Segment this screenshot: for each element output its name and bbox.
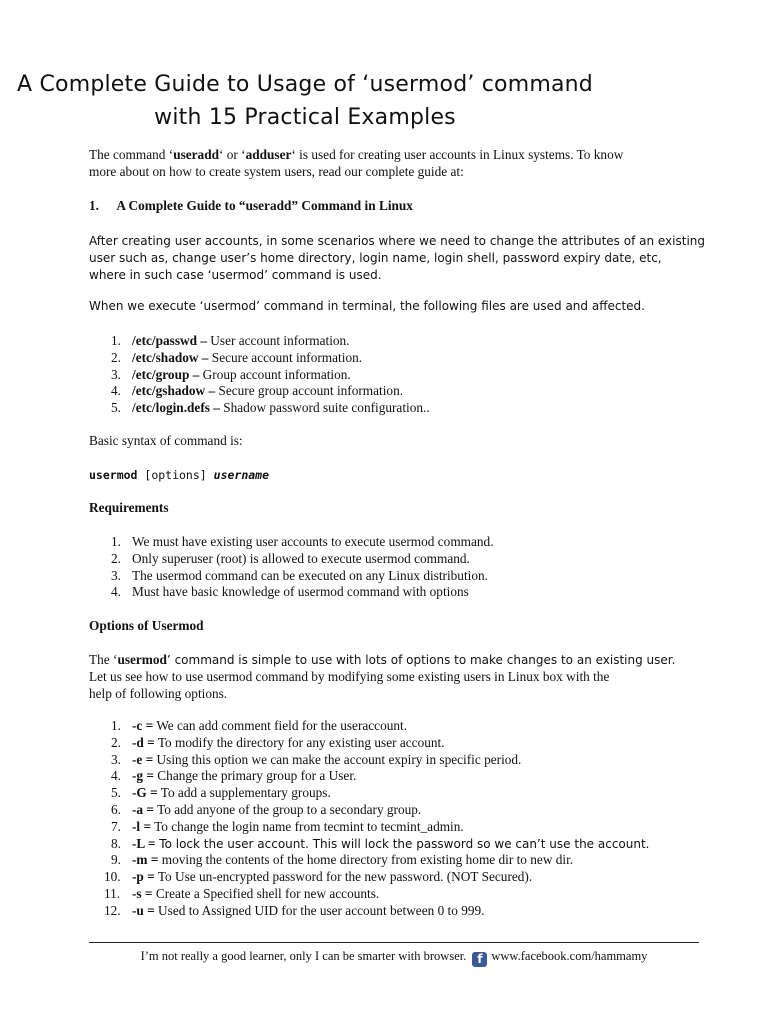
list-number: 2. bbox=[111, 734, 121, 750]
footer-link[interactable]: www.facebook.com/hammamy bbox=[491, 949, 648, 963]
option-description: moving the contents of the home directory from existing home dir to new dir. bbox=[158, 852, 574, 868]
syntax-username: username bbox=[213, 468, 270, 482]
list-number: 2. bbox=[111, 349, 121, 365]
file-list-item bbox=[89, 350, 704, 367]
list-number: 1. bbox=[111, 718, 121, 733]
title-line-1: A Complete Guide to Usage of ‘usermod’ command bbox=[17, 72, 593, 97]
list-number: 7. bbox=[111, 818, 121, 834]
adduser-command: adduser bbox=[245, 147, 292, 162]
option-flag: -l = bbox=[132, 818, 152, 834]
file-list-item bbox=[89, 333, 704, 350]
option-description: Create a Specified shell for new accounts. bbox=[152, 885, 380, 901]
list-number: 3. bbox=[111, 751, 121, 767]
file-description: Shadow password suite configuration.. bbox=[219, 400, 430, 416]
list-number: 3. bbox=[111, 567, 121, 583]
option-item bbox=[89, 802, 704, 819]
option-item bbox=[89, 718, 704, 735]
option-flag: -L = bbox=[132, 835, 156, 851]
option-flag: -e = bbox=[132, 751, 154, 767]
options-paragraph: The ‘usermod’ command is simple to use with lots of options to make changes to an existing user. Let us see how to use usermod command by modifying some existing users in Linux box with the help of following options. bbox=[89, 652, 676, 701]
list-number: 6. bbox=[111, 801, 121, 817]
list-number: 9. bbox=[111, 852, 121, 868]
option-item bbox=[89, 768, 704, 785]
option-flag: -a = bbox=[132, 801, 154, 817]
option-item bbox=[89, 819, 704, 836]
requirement-item bbox=[89, 568, 704, 585]
useradd-command: useradd bbox=[173, 147, 219, 162]
syntax-label: Basic syntax of command is: bbox=[89, 433, 243, 448]
file-path: /etc/group – bbox=[132, 366, 200, 382]
list-number: 10. bbox=[104, 869, 121, 885]
option-item bbox=[89, 852, 704, 869]
options-heading: Options of Usermod bbox=[89, 618, 204, 633]
option-description: Using this option we can make the account expiry in specific period. bbox=[153, 751, 522, 767]
document-title bbox=[0, 68, 610, 134]
requirement-text: The usermod command can be executed on any Linux distribution. bbox=[132, 567, 488, 583]
list-number: 8. bbox=[111, 835, 121, 851]
list-number: 2. bbox=[111, 550, 121, 566]
footer bbox=[89, 948, 699, 967]
file-path: /etc/shadow – bbox=[132, 349, 209, 365]
options-list bbox=[89, 718, 704, 920]
title-line-2: with 15 Practical Examples bbox=[154, 105, 456, 130]
syntax-example bbox=[89, 467, 704, 484]
list-number: 11. bbox=[104, 885, 121, 901]
requirement-text: We must have existing user accounts to execute usermod command. bbox=[132, 534, 494, 549]
list-number: 4. bbox=[111, 383, 121, 399]
file-description: User account information. bbox=[206, 333, 350, 348]
after-creating-paragraph: After creating user accounts, in some scenarios where we need to change the attributes of an existing user such as, change user’s home directory, login name, login shell, password expiry date, etc, where in such case ‘usermod’ command is used. bbox=[89, 234, 706, 282]
option-description: To add a supplementary groups. bbox=[157, 785, 331, 801]
option-description: To Use un-encrypted password for the new password. (NOT Secured). bbox=[154, 869, 533, 885]
option-item bbox=[89, 869, 704, 886]
footer-divider bbox=[89, 942, 699, 943]
requirement-text: Only superuser (root) is allowed to execute usermod command. bbox=[132, 550, 470, 566]
option-description: We can add comment field for the useraccount. bbox=[153, 718, 408, 733]
requirement-item bbox=[89, 534, 704, 551]
option-item bbox=[89, 735, 704, 752]
guide-link[interactable]: 1. A Complete Guide to “useradd” Command in Linux bbox=[89, 198, 413, 213]
list-number: 4. bbox=[111, 584, 121, 600]
option-flag: -g = bbox=[132, 768, 154, 784]
file-path: /etc/login.defs – bbox=[132, 400, 220, 416]
option-description: Change the primary group for a User. bbox=[153, 768, 357, 784]
list-number: 5. bbox=[111, 785, 121, 801]
syntax-options: [options] bbox=[137, 468, 214, 482]
list-number: 5. bbox=[111, 400, 121, 416]
option-description: To modify the directory for any existing user account. bbox=[154, 734, 445, 750]
file-list-item bbox=[89, 400, 704, 417]
list-number: 4. bbox=[111, 768, 121, 784]
option-description: To change the login name from tecmint to tecmint_admin. bbox=[151, 818, 464, 834]
facebook-icon: f bbox=[472, 952, 487, 967]
requirement-text: Must have basic knowledge of usermod command with options bbox=[132, 584, 469, 600]
requirements-heading: Requirements bbox=[89, 500, 169, 515]
option-item bbox=[89, 836, 704, 853]
files-list bbox=[89, 333, 704, 417]
option-description: To add anyone of the group to a secondary group. bbox=[153, 801, 422, 817]
option-flag: -c = bbox=[132, 718, 154, 733]
file-list-item bbox=[89, 383, 704, 400]
option-item bbox=[89, 886, 704, 903]
file-description: Group account information. bbox=[199, 366, 351, 382]
syntax-command: usermod bbox=[89, 468, 138, 482]
option-flag: -G = bbox=[132, 785, 158, 801]
file-list-item bbox=[89, 367, 704, 384]
file-path: /etc/gshadow – bbox=[132, 383, 216, 399]
intro-paragraph: The command ‘useradd‘ or ‘adduser‘ is used for creating user accounts in Linux systems. To know more about on how to create system users, read our complete guide at: bbox=[89, 147, 624, 179]
option-flag: -s = bbox=[132, 885, 153, 901]
footer-text: I’m not really a good learner, only I can be smarter with browser. bbox=[140, 949, 467, 963]
requirement-item bbox=[89, 551, 704, 568]
option-description: Used to Assigned UID for the user account between 0 to 999. bbox=[154, 902, 485, 918]
when-execute-paragraph: When we execute ‘usermod’ command in terminal, the following files are used and affected. bbox=[89, 299, 645, 313]
requirements-list bbox=[89, 534, 704, 601]
list-number: 1. bbox=[111, 534, 121, 549]
list-number: 12. bbox=[104, 902, 121, 918]
option-item bbox=[89, 785, 704, 802]
option-item bbox=[89, 903, 704, 920]
option-flag: -d = bbox=[132, 734, 155, 750]
requirement-item bbox=[89, 584, 704, 601]
option-description: To lock the user account. This will lock the password so we can’t use the account. bbox=[155, 836, 650, 851]
file-path: /etc/passwd – bbox=[132, 333, 207, 348]
option-flag: -m = bbox=[132, 852, 159, 868]
option-item bbox=[89, 752, 704, 769]
list-number: 3. bbox=[111, 366, 121, 382]
file-description: Secure account information. bbox=[208, 349, 363, 365]
file-description: Secure group account information. bbox=[215, 383, 404, 399]
option-flag: -u = bbox=[132, 902, 155, 918]
list-number: 1. bbox=[111, 333, 121, 348]
option-flag: -p = bbox=[132, 869, 155, 885]
